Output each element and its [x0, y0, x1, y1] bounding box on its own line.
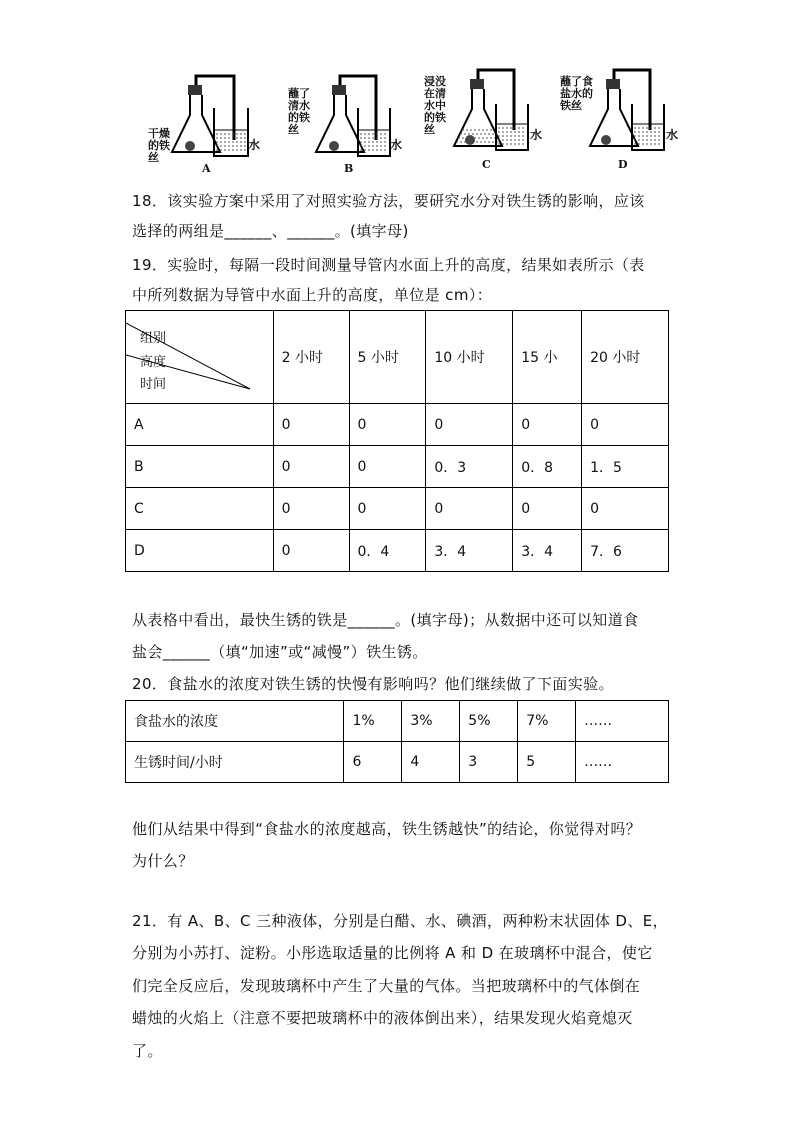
q21-line-3: 们完全反应后，发现玻璃杯中产生了大量的气体。当把玻璃杯中的气体倒在 [132, 977, 641, 995]
table-cell: 3．4 [426, 530, 513, 572]
table-cell: …… [576, 701, 669, 742]
table-cell: 0 [349, 488, 426, 530]
table-cell: 0 [273, 530, 349, 572]
table-cell: 0 [273, 446, 349, 488]
table-header-cell: 15 小 [513, 311, 582, 404]
apparatus-a [140, 70, 265, 180]
q19-line-2: 中所列数据为导管中水面上升的高度，单位是 cm）： [132, 286, 493, 304]
table-cell: 0．8 [513, 446, 582, 488]
after19-line-1: 从表格中看出，最快生锈的铁是______。(填字母)；从数据中还可以知道食 [132, 611, 639, 629]
apparatus-a-letter: A [202, 162, 211, 175]
after20-line-2: 为什么？ [132, 852, 194, 870]
apparatus-b-letter: B [344, 162, 354, 175]
row-label: D [126, 530, 274, 572]
table-header-cell: 20 小时 [582, 311, 669, 404]
row-label: C [126, 488, 274, 530]
q18-line-2: 选择的两组是______、______。(填字母) [132, 222, 409, 240]
table-cell: 0．4 [349, 530, 426, 572]
table-row [126, 701, 669, 742]
q21-line-4: 蜡烛的火焰上（注意不要把玻璃杯中的液体倒出来），结果发现火焰竟熄灭 [132, 1009, 633, 1027]
table-header-row [126, 311, 669, 404]
table-row [126, 488, 669, 530]
table-cell: 4 [402, 742, 460, 783]
table-cell: 0 [349, 446, 426, 488]
corner-label-height: 高度 [140, 355, 167, 370]
table-row [126, 446, 669, 488]
row-label: A [126, 404, 274, 446]
table-cell: 1% [344, 701, 402, 742]
table-cell: 0 [273, 488, 349, 530]
q21-line-2: 分别为小苏打、淀粉。小彤选取适量的比例将 A 和 D 在玻璃杯中混合，使它 [132, 944, 653, 962]
after19-line-2: 盐会______（填“加速”或“减慢”）铁生锈。 [132, 643, 428, 661]
apparatus-a-water-label: 水 [248, 138, 261, 152]
apparatus-a-label: 干燥的铁丝 [148, 127, 170, 164]
apparatus-c [422, 64, 547, 174]
apparatus-d-label: 蘸了食盐水的铁丝 [560, 75, 593, 112]
table-row [126, 530, 669, 572]
q21-line-5: 了。 [132, 1042, 163, 1060]
diagonal-header-cell [126, 311, 274, 404]
table-cell: 0 [513, 488, 582, 530]
table-cell: 6 [344, 742, 402, 783]
table-row [126, 404, 669, 446]
row-label: 生锈时间/小时 [126, 742, 344, 783]
apparatus-d-letter: D [618, 158, 628, 171]
table-cell: 0 [426, 404, 513, 446]
table-cell: 3% [402, 701, 460, 742]
q19-line-1: 19．实验时，每隔一段时间测量导管内水面上升的高度，结果如表所示（表 [132, 256, 645, 274]
table-cell: 0．3 [426, 446, 513, 488]
q20-line-1: 20．食盐水的浓度对铁生锈的快慢有影响吗？他们继续做了下面实验。 [132, 675, 614, 693]
table-row [126, 742, 669, 783]
row-label: 食盐水的浓度 [126, 701, 344, 742]
table-cell: 1．5 [582, 446, 669, 488]
table-cell: …… [576, 742, 669, 783]
apparatus-b-water-label: 水 [390, 138, 403, 152]
table-cell: 0 [582, 488, 669, 530]
apparatus-c-water-label: 水 [530, 128, 543, 142]
q18-line-1: 18．该实验方案中采用了对照实验方法，要研究水分对铁生锈的影响，应该 [132, 192, 645, 210]
table-cell: 0 [349, 404, 426, 446]
table-cell: 3 [460, 742, 518, 783]
apparatus-b [282, 70, 407, 180]
table-cell: 7．6 [582, 530, 669, 572]
table-cell: 0 [273, 404, 349, 446]
table-cell: 5 [518, 742, 576, 783]
apparatus-b-label: 蘸了清水的铁丝 [288, 87, 310, 136]
q21-line-1: 21．有 A、B、C 三种液体，分别是白醋、水、碘酒，两种粉末状固体 D、E， [132, 912, 669, 930]
table-header-cell: 10 小时 [426, 311, 513, 404]
table-header-cell: 2 小时 [273, 311, 349, 404]
apparatus-c-letter: C [482, 158, 491, 171]
table-cell: 3．4 [513, 530, 582, 572]
table-cell: 0 [582, 404, 669, 446]
table-cell: 0 [426, 488, 513, 530]
table-cell: 0 [513, 404, 582, 446]
table-header-cell: 5 小时 [349, 311, 426, 404]
apparatus-d-water-label: 水 [666, 128, 679, 142]
rust-height-table [125, 310, 669, 572]
table-cell: 5% [460, 701, 518, 742]
apparatus-c-label: 浸没在清水中的铁丝 [424, 75, 446, 136]
row-label: B [126, 446, 274, 488]
corner-label-time: 时间 [140, 377, 167, 392]
salt-concentration-table [125, 700, 669, 783]
after20-line-1: 他们从结果中得到“食盐水的浓度越高，铁生锈越快”的结论，你觉得对吗？ [132, 820, 642, 838]
table-cell: 7% [518, 701, 576, 742]
apparatus-d [558, 64, 683, 174]
corner-label-group: 组别 [140, 331, 167, 346]
experiment-figure [140, 70, 680, 180]
